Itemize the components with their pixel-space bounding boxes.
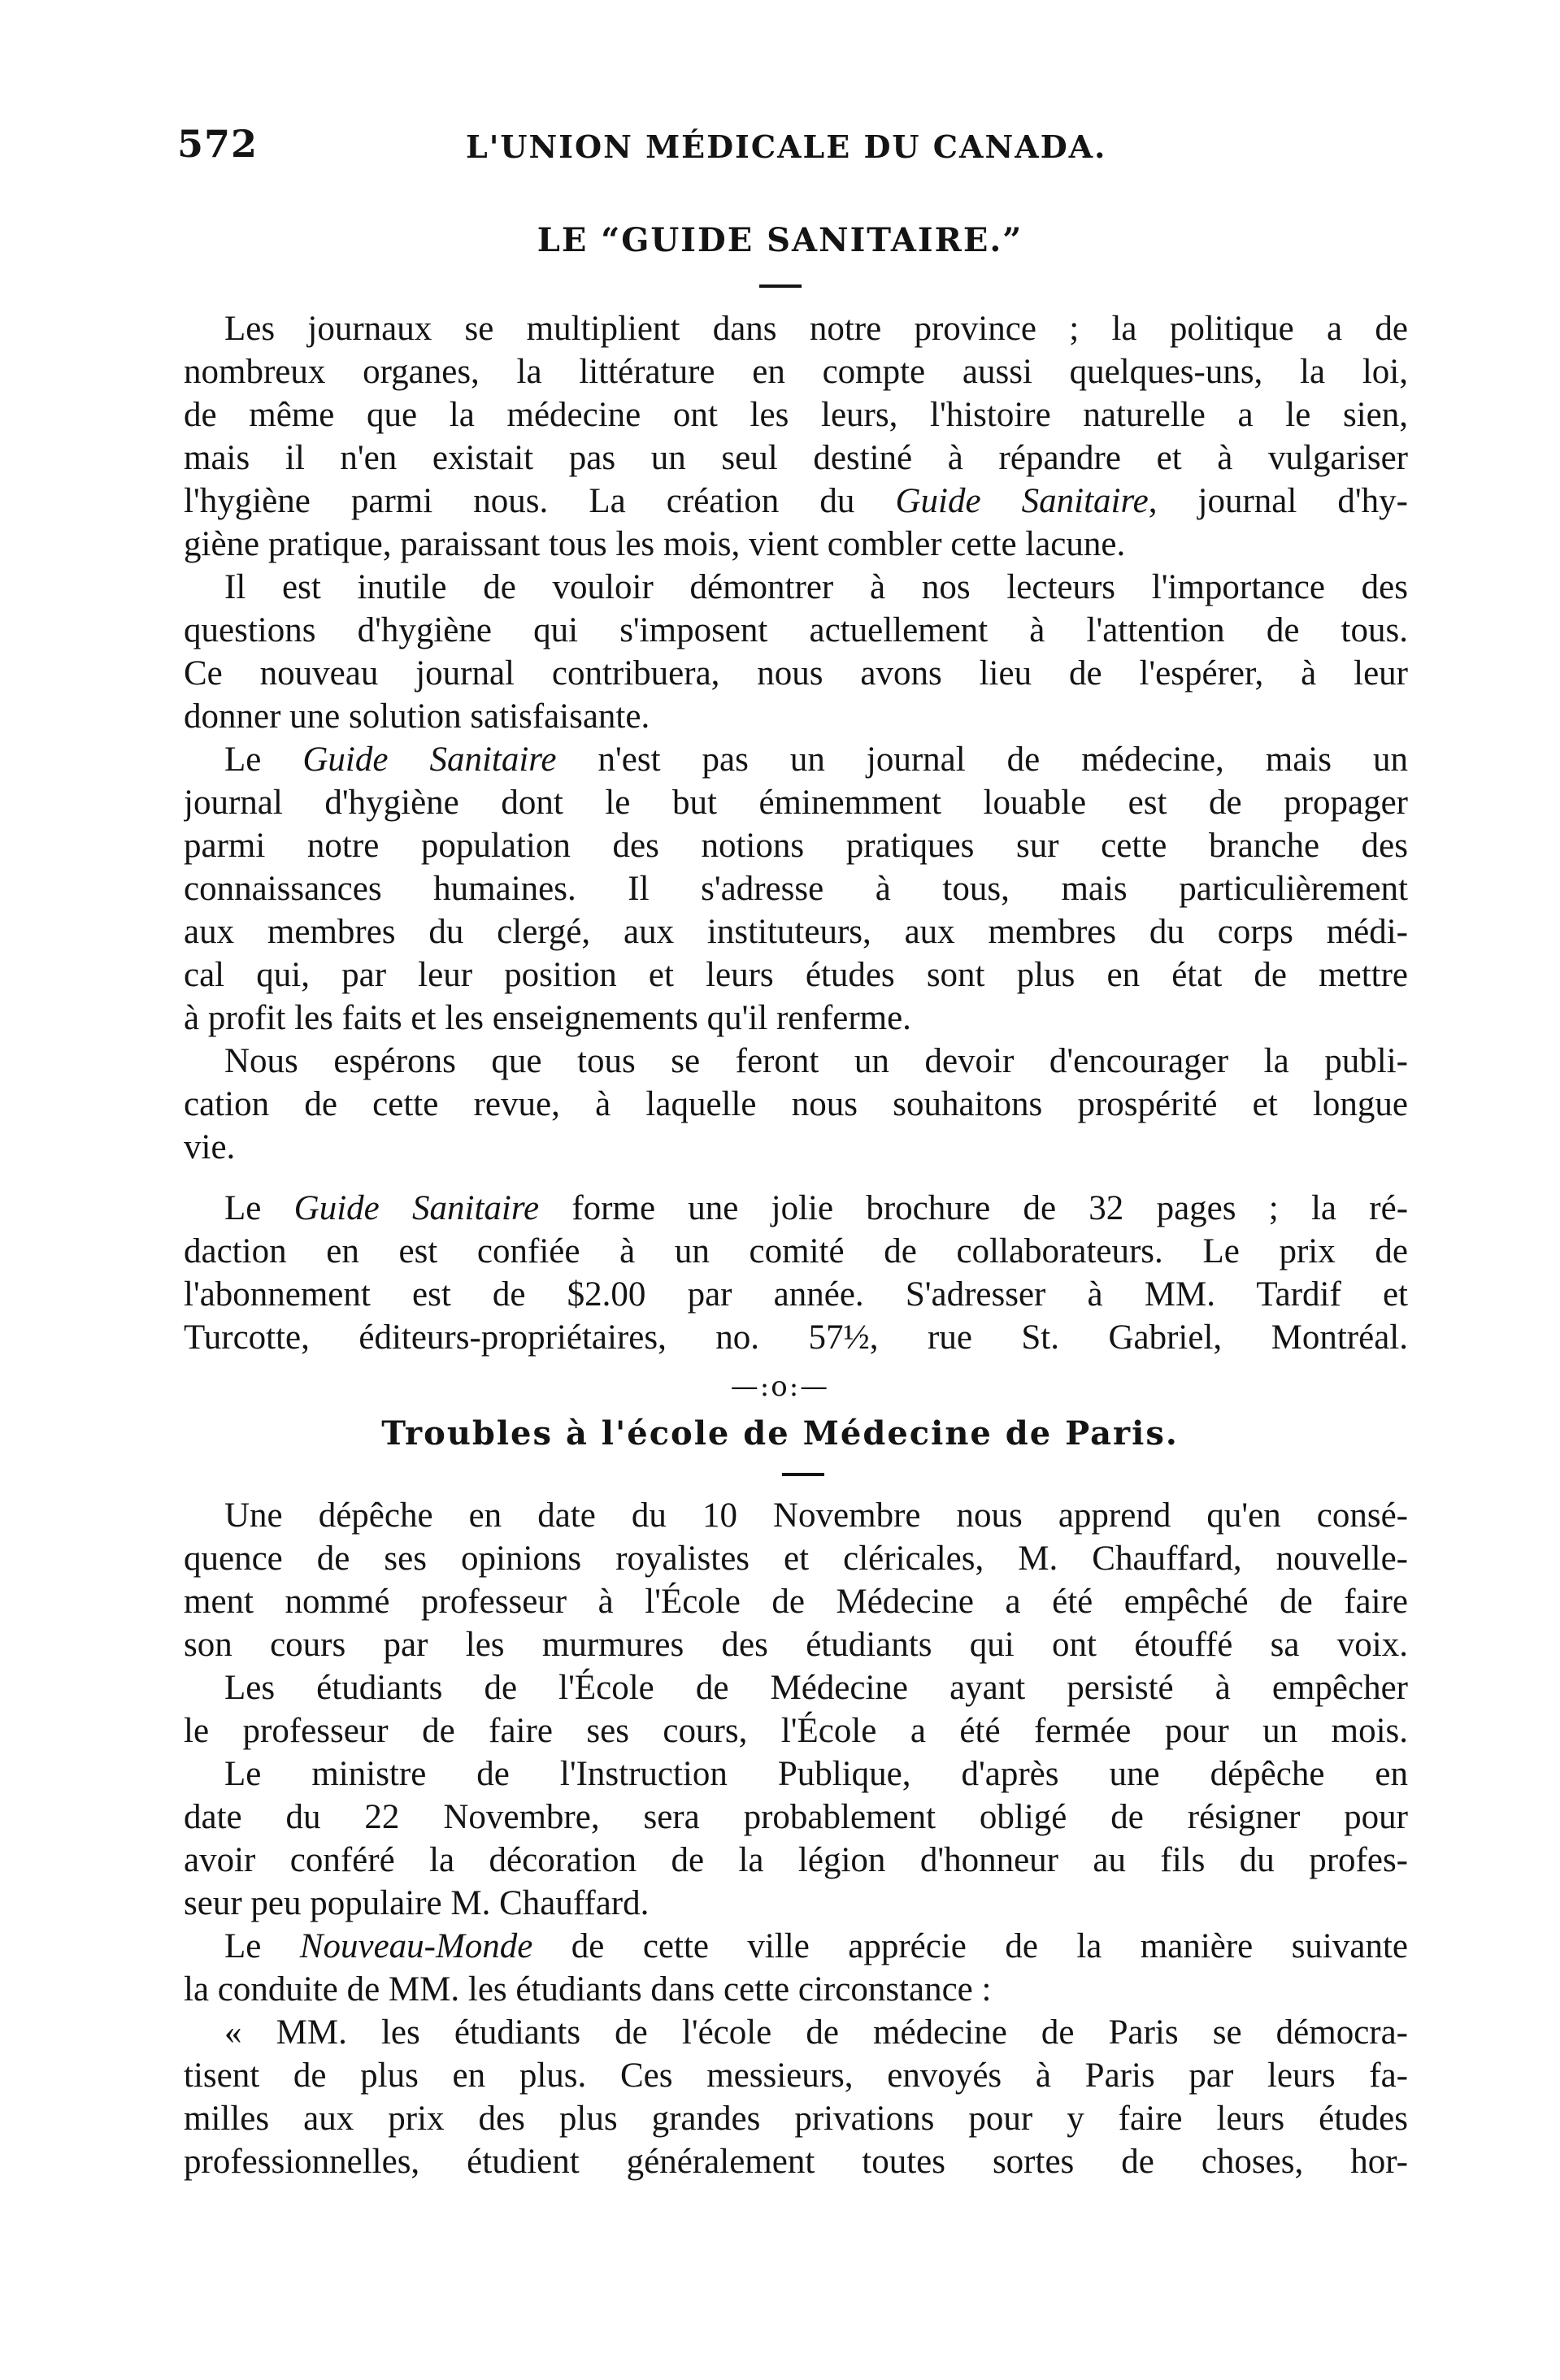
text-line: vie. — [184, 1128, 236, 1166]
article-body-guide-sanitaire — [184, 307, 1408, 1359]
text-line: professionnelles, étudient généralement toutes sortes de choses, hor- — [184, 2143, 1408, 2181]
article-title-troubles-paris: Troubles à l'école de Médecine de Paris. — [381, 1414, 1179, 1453]
text-line: Le ministre de l'Instruction Publique, d'après une dépêche en — [224, 1755, 1408, 1793]
text-line: nombreux organes, la littérature en compte aussi quelques-uns, la loi, — [184, 353, 1408, 391]
text-line: « MM. les étudiants de l'école de médecine de Paris se démocra- — [224, 2013, 1408, 2052]
text-line: Il est inutile de vouloir démontrer à nos lecteurs l'importance des — [224, 568, 1408, 606]
text-line: l'abonnement est de $2.00 par année. S'adresser à MM. Tardif et — [184, 1275, 1408, 1314]
text-line: de même que la médecine ont les leurs, l'histoire naturelle a le sien, — [184, 396, 1408, 434]
text-line: Le Guide Sanitaire forme une jolie brochure de 32 pages ; la ré- — [224, 1189, 1408, 1227]
text-line: Une dépêche en date du 10 Novembre nous apprend qu'en consé- — [224, 1496, 1408, 1535]
text-line: daction en est confiée à un comité de collaborateurs. Le prix de — [184, 1232, 1408, 1270]
text-line: parmi notre population des notions pratiques sur cette branche des — [184, 827, 1408, 865]
text-line: quence de ses opinions royalistes et cléricales, M. Chauffard, nouvelle- — [184, 1540, 1408, 1578]
text-line: donner une solution satisfaisante. — [184, 697, 650, 736]
text-line: le professeur de faire ses cours, l'École a été fermée pour un mois. — [184, 1712, 1408, 1750]
section-divider: —:o:— — [730, 1370, 830, 1403]
text-line: cation de cette revue, à laquelle nous souhaitons prospérité et longue — [184, 1085, 1408, 1123]
text-line: cal qui, par leur position et leurs études sont plus en état de mettre — [184, 956, 1408, 994]
text-line: son cours par les murmures des étudiants qui ont étouffé sa voix. — [184, 1626, 1408, 1664]
title-rule — [759, 284, 802, 288]
text-line: avoir conféré la décoration de la légion d'honneur au fils du profes- — [184, 1841, 1408, 1879]
text-line: aux membres du clergé, aux instituteurs, aux membres du corps médi- — [184, 913, 1408, 951]
text-line: à profit les faits et les enseignements qu'il renferme. — [184, 999, 911, 1037]
text-line: Les journaux se multiplient dans notre province ; la politique a de — [224, 310, 1408, 348]
title-rule — [782, 1473, 824, 1476]
text-line: milles aux prix des plus grandes privations pour y faire leurs études — [184, 2100, 1408, 2138]
journal-title: L'UNION MÉDICALE DU CANADA. — [466, 128, 1107, 165]
text-line: Les étudiants de l'École de Médecine ayant persisté à empêcher — [224, 1669, 1408, 1707]
text-line: journal d'hygiène dont le but éminemment louable est de propager — [184, 784, 1408, 822]
text-line: Ce nouveau journal contribuera, nous avons lieu de l'espérer, à leur — [184, 654, 1408, 693]
text-line: seur peu populaire M. Chauffard. — [184, 1884, 650, 1922]
running-head — [177, 122, 1413, 171]
text-line: questions d'hygiène qui s'imposent actuellement à l'attention de tous. — [184, 611, 1408, 649]
text-line: Nous espérons que tous se feront un devoir d'encourager la publi- — [224, 1042, 1408, 1080]
text-line: mais il n'en existait pas un seul destiné à répandre et à vulgariser — [184, 439, 1408, 477]
text-line: l'hygiène parmi nous. La création du Guide Sanitaire, journal d'hy- — [184, 482, 1408, 520]
page-number: 572 — [177, 122, 259, 166]
text-line: date du 22 Novembre, sera probablement obligé de résigner pour — [184, 1798, 1408, 1836]
text-line: giène pratique, paraissant tous les mois, vient combler cette lacune. — [184, 525, 1126, 563]
article-title-guide-sanitaire: LE “GUIDE SANITAIRE.” — [537, 221, 1023, 259]
text-line: Le Nouveau-Monde de cette ville apprécie de la manière suivante — [224, 1927, 1408, 1965]
text-line: Turcotte, éditeurs-propriétaires, no. 57½, rue St. Gabriel, Montréal. — [184, 1318, 1408, 1357]
text-line: ment nommé professeur à l'École de Médecine a été empêché de faire — [184, 1583, 1408, 1621]
article-body-troubles-paris — [184, 1494, 1408, 2183]
text-line: la conduite de MM. les étudiants dans cette circonstance : — [184, 1970, 992, 2009]
text-line: Le Guide Sanitaire n'est pas un journal de médecine, mais un — [224, 740, 1408, 779]
text-line: tisent de plus en plus. Ces messieurs, envoyés à Paris par leurs fa- — [184, 2056, 1408, 2095]
text-line: connaissances humaines. Il s'adresse à tous, mais particulièrement — [184, 870, 1408, 908]
